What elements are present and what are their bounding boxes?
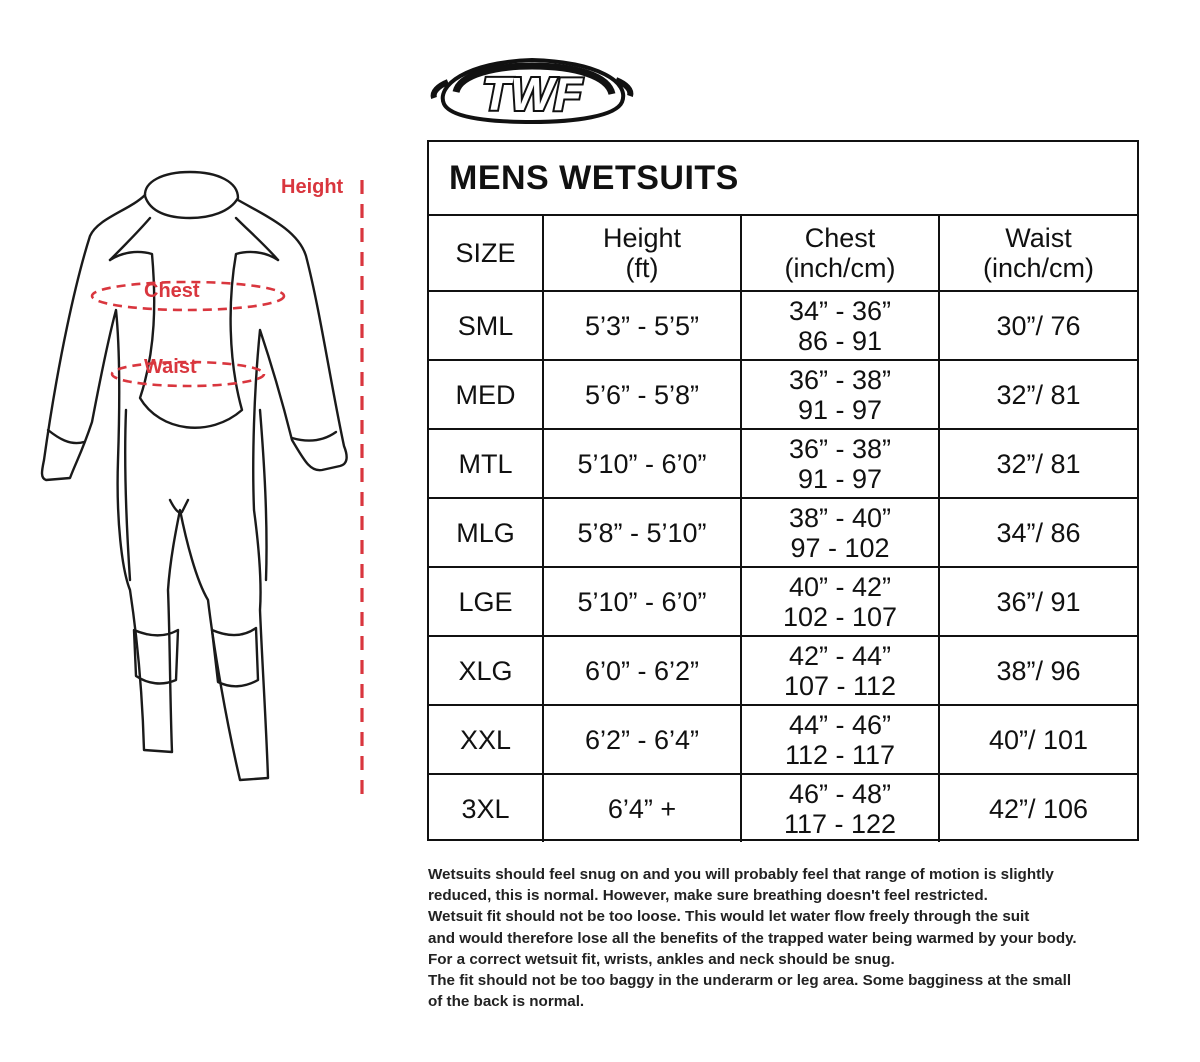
table-row — [429, 498, 1137, 567]
size-cell: 3XL — [429, 774, 543, 842]
wetsuit-diagram — [30, 160, 390, 820]
header-waist — [939, 216, 1137, 291]
table-header-row — [429, 216, 1137, 291]
waist-cell: 30”/ 76 — [939, 291, 1137, 360]
header-waist-title: Waist — [1005, 223, 1072, 253]
waist-cell: 42”/ 106 — [939, 774, 1137, 842]
waist-cell: 32”/ 81 — [939, 429, 1137, 498]
chest-cm: 117 - 122 — [783, 808, 897, 839]
chest-cell — [741, 429, 939, 498]
chest-cell — [741, 636, 939, 705]
waist-label: Waist — [144, 356, 197, 378]
chest-label: Chest — [144, 280, 200, 302]
size-chart — [427, 140, 1139, 841]
header-chest-title: Chest — [804, 223, 876, 253]
chest-inch: 46” - 48” — [788, 778, 892, 809]
header-height-unit: (ft) — [625, 253, 659, 283]
table-row — [429, 705, 1137, 774]
size-cell: MLG — [429, 498, 543, 567]
note-line: For a correct wetsuit fit, wrists, ankles and neck should be snug. — [428, 950, 895, 968]
chest-cm: 86 - 91 — [797, 325, 883, 356]
chest-cm: 107 - 112 — [783, 670, 897, 701]
height-cell: 5’3” - 5’5” — [543, 291, 741, 360]
chest-cm: 97 - 102 — [790, 532, 890, 563]
fit-notes — [428, 864, 1188, 1012]
chest-inch: 40” - 42” — [788, 571, 892, 602]
header-height-title: Height — [602, 223, 682, 253]
height-cell: 5’10” - 6’0” — [543, 567, 741, 636]
height-cell: 6’4” + — [543, 774, 741, 842]
chest-inch: 36” - 38” — [788, 364, 892, 395]
table-row — [429, 567, 1137, 636]
waist-cell: 40”/ 101 — [939, 705, 1137, 774]
table-row — [429, 429, 1137, 498]
note-line: The fit should not be too baggy in the underarm or leg area. Some bagginess at the small — [428, 972, 1072, 990]
size-table — [429, 216, 1137, 842]
size-cell: MED — [429, 360, 543, 429]
height-cell: 5’6” - 5’8” — [543, 360, 741, 429]
chest-inch: 38” - 40” — [788, 502, 892, 533]
chest-cell — [741, 774, 939, 842]
height-cell: 5’10” - 6’0” — [543, 429, 741, 498]
chest-inch: 34” - 36” — [788, 295, 892, 326]
chest-cm: 112 - 117 — [784, 739, 896, 770]
chest-cell — [741, 291, 939, 360]
wetsuit-outline — [30, 160, 390, 820]
chest-cm: 102 - 107 — [782, 601, 898, 632]
chest-cell — [741, 360, 939, 429]
chest-inch: 36” - 38” — [788, 433, 892, 464]
waist-cell: 32”/ 81 — [939, 360, 1137, 429]
note-line: Wetsuit fit should not be too loose. This would let water flow freely through the suit — [428, 908, 1030, 926]
logo-text: TWF — [482, 68, 582, 120]
size-cell: LGE — [429, 567, 543, 636]
header-size: SIZE — [429, 216, 543, 291]
waist-cell: 34”/ 86 — [939, 498, 1137, 567]
note-line: of the back is normal. — [428, 993, 585, 1011]
note-line: reduced, this is normal. However, make sure breathing doesn't feel restricted. — [428, 887, 988, 905]
height-cell: 5’8” - 5’10” — [543, 498, 741, 567]
height-label: Height — [281, 176, 344, 198]
header-waist-unit: (inch/cm) — [982, 253, 1094, 283]
note-line: Wetsuits should feel snug on and you will probably feel that range of motion is slightly — [428, 866, 1054, 883]
chest-cm: 91 - 97 — [797, 463, 883, 494]
size-cell: MTL — [429, 429, 543, 498]
height-cell: 6’0” - 6’2” — [543, 636, 741, 705]
chest-cell — [741, 705, 939, 774]
chest-inch: 42” - 44” — [788, 640, 892, 671]
table-row — [429, 636, 1137, 705]
chart-title: MENS WETSUITS — [429, 142, 1137, 216]
table-row — [429, 774, 1137, 842]
chest-cell — [741, 498, 939, 567]
chest-inch: 44” - 46” — [788, 709, 892, 740]
note-line: and would therefore lose all the benefits of the trapped water being warmed by your body. — [428, 929, 1077, 947]
height-cell: 6’2” - 6’4” — [543, 705, 741, 774]
table-row — [429, 360, 1137, 429]
header-chest-unit: (inch/cm) — [784, 253, 896, 283]
chest-cell — [741, 567, 939, 636]
chest-cm: 91 - 97 — [797, 394, 883, 425]
table-row — [429, 291, 1137, 360]
size-cell: SML — [429, 291, 543, 360]
waist-cell: 38”/ 96 — [939, 636, 1137, 705]
waist-cell: 36”/ 91 — [939, 567, 1137, 636]
twf-logo — [426, 52, 638, 126]
header-chest — [741, 216, 939, 291]
header-height — [543, 216, 741, 291]
size-cell: XLG — [429, 636, 543, 705]
size-cell: XXL — [429, 705, 543, 774]
